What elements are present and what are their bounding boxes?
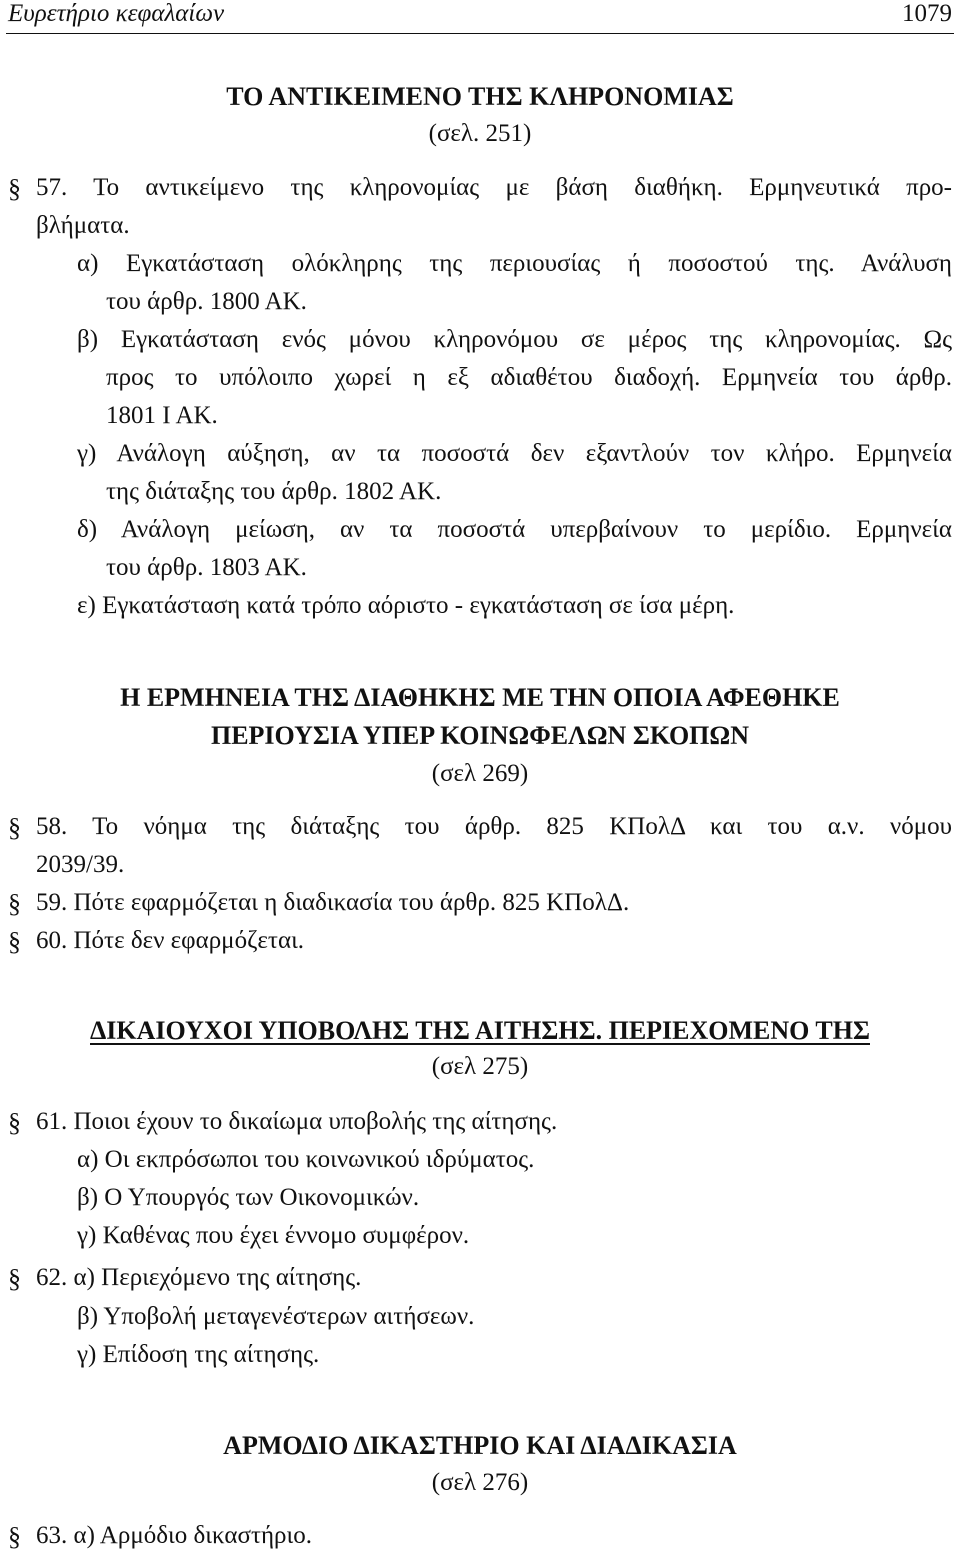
section-sign: §	[8, 927, 21, 956]
entry-line: 57. Το αντικείμενο της κληρονομίας με βάση διαθήκη. Ερμηνευτικά προ-	[36, 174, 952, 201]
entry-line: β) Εγκατάσταση ενός μόνου κληρονόμου σε μέρος της κληρονομίας. Ως	[77, 326, 952, 353]
running-header	[0, 0, 960, 34]
entry-line: β) Υποβολή μεταγενέστερων αιτήσεων.	[77, 1303, 475, 1330]
entry-line: 58. Το νόημα της διάταξης του άρθρ. 825 ΚΠολΔ και του α.ν. νόμου	[36, 813, 952, 840]
entry-line: 1801 Ι ΑΚ.	[106, 402, 218, 429]
section-heading: ΤΟ ΑΝΤΙΚΕΙΜΕΝΟ ΤΗΣ ΚΛΗΡΟΝΟΜΙΑΣ	[226, 82, 734, 111]
section-page-ref: (σελ 269)	[431, 760, 529, 787]
section-sign: §	[8, 1522, 21, 1551]
entry-line: βλήματα.	[36, 212, 130, 239]
section-heading-line-1: Η ΕΡΜΗΝΕΙΑ ΤΗΣ ΔΙΑΘΗΚΗΣ ΜΕ ΤΗΝ ΟΠΟΙΑ ΑΦΕΘΗΚΕ	[120, 683, 840, 712]
section-page-ref: (σελ 276)	[431, 1469, 529, 1496]
entry-line: α) Οι εκπρόσωποι του κοινωνικού ιδρύματος.	[77, 1146, 535, 1173]
entry-line: δ) Ανάλογη μείωση, αν τα ποσοστά υπερβαίνουν το μερίδιο. Ερμηνεία	[77, 516, 952, 543]
entry-line: γ) Ανάλογη αύξηση, αν τα ποσοστά δεν εξαντλούν τον κλήρο. Ερμηνεία	[77, 440, 952, 467]
header-rule	[6, 33, 954, 34]
section-sign: §	[8, 889, 21, 918]
section-sign: §	[8, 1264, 21, 1293]
entry-line: 59. Πότε εφαρμόζεται η διαδικασία του άρθρ. 825 ΚΠολΔ.	[36, 889, 630, 916]
entry-line: του άρθρ. 1800 ΑΚ.	[106, 288, 307, 315]
section-heading	[0, 1016, 960, 1046]
section-page-ref: (σελ 275)	[431, 1053, 529, 1080]
entry-line: γ) Επίδοση της αίτησης.	[77, 1341, 320, 1368]
section-sign: §	[8, 1108, 21, 1137]
page-number: 1079	[902, 0, 952, 27]
entry-line: β) Ο Υπουργός των Οικονομικών.	[77, 1184, 420, 1211]
entry-line: α) Εγκατάσταση ολόκληρης της περιουσίας ή ποσοστού της. Ανάλυση	[77, 250, 952, 277]
section-sign: §	[8, 813, 21, 842]
entry-line: 63. α) Αρμόδιο δικαστήριο.	[36, 1522, 313, 1549]
entry-line: 2039/39.	[36, 851, 125, 878]
entry-line: γ) Καθένας που έχει έννομο συμφέρον.	[77, 1222, 470, 1249]
section-heading-line-2: ΠΕΡΙΟΥΣΙΑ ΥΠΕΡ ΚΟΙΝΩΦΕΛΩΝ ΣΚΟΠΩΝ	[210, 721, 749, 750]
entry-line: 62. α) Περιεχόμενο της αίτησης.	[36, 1264, 362, 1291]
running-header-title: Ευρετήριο κεφαλαίων	[8, 0, 225, 27]
section-page-ref: (σελ. 251)	[428, 120, 532, 147]
entry-line: 61. Ποιοι έχουν το δικαίωμα υποβολής της αίτησης.	[36, 1108, 558, 1135]
section-sign: §	[8, 174, 21, 203]
entry-line: 60. Πότε δεν εφαρμόζεται.	[36, 927, 305, 954]
section-heading-text: ΔΙΚΑΙΟΥΧΟΙ ΥΠΟΒΟΛΗΣ ΤΗΣ ΑΙΤΗΣΗΣ. ΠΕΡΙΕΧΟΜΕΝΟ ΤΗΣ	[90, 1016, 870, 1045]
entry-line: προς το υπόλοιπο χωρεί η εξ αδιαθέτου διαδοχή. Ερμηνεία του άρθρ.	[106, 364, 952, 391]
entry-line: του άρθρ. 1803 ΑΚ.	[106, 554, 307, 581]
section-heading: ΑΡΜΟΔΙΟ ΔΙΚΑΣΤΗΡΙΟ ΚΑΙ ΔΙΑΔΙΚΑΣΙΑ	[223, 1431, 737, 1460]
entry-line: ε) Εγκατάσταση κατά τρόπο αόριστο - εγκατάσταση σε ίσα μέρη.	[77, 592, 735, 619]
entry-line: της διάταξης του άρθρ. 1802 ΑΚ.	[106, 478, 442, 505]
